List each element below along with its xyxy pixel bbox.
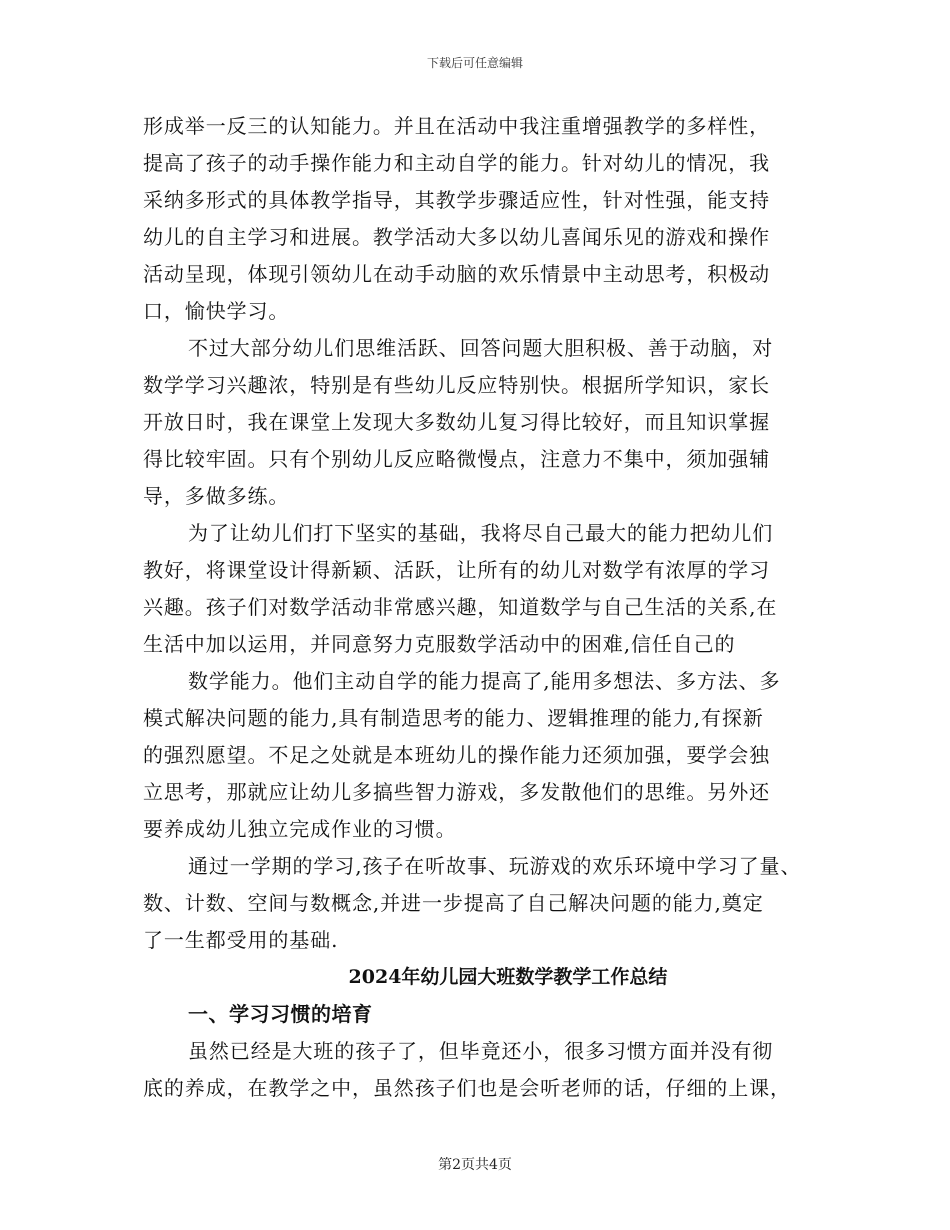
body-line: 教好，将课堂设计得新颖、活跃，让所有的幼儿对数学有浓厚的学习 bbox=[143, 558, 770, 582]
body-line: 立思考，那就应让幼儿多搞些智力游戏，多发散他们的思维。另外还 bbox=[143, 780, 770, 804]
body-line: 数、计数、空间与数概念,并进一步提高了自己解决问题的能力,奠定 bbox=[143, 891, 764, 915]
body-line: 活动呈现，体现引领幼儿在动手动脑的欢乐情景中主动思考，积极动 bbox=[143, 262, 770, 286]
body-line: 数学学习兴趣浓，特别是有些幼儿反应特别快。根据所学知识，家长 bbox=[143, 373, 770, 397]
body-line: 口，愉快学习。 bbox=[143, 299, 290, 323]
section-title: 2024年幼儿园大班数学教学工作总结 bbox=[348, 966, 668, 988]
body-line: 开放日时，我在课堂上发现大多数幼儿复习得比较好，而且知识掌握 bbox=[143, 410, 770, 434]
body-line: 模式解决问题的能力,具有制造思考的能力、逻辑推理的能力,有探新 bbox=[143, 706, 764, 730]
body-line: 不过大部分幼儿们思维活跃、回答问题大胆积极、善于动脑，对 bbox=[188, 336, 774, 360]
body-line: 提高了孩子的动手操作能力和主动自学的能力。针对幼儿的情况，我 bbox=[143, 151, 770, 175]
body-line: 采纳多形式的具体教学指导，其教学步骤适应性，针对性强，能支持 bbox=[143, 188, 770, 212]
document-body bbox=[143, 108, 833, 1107]
page-header-note: 下载后可任意编辑 bbox=[426, 56, 523, 70]
section-body-line: 虽然已经是大班的孩子了，但毕竟还小，很多习惯方面并没有彻 bbox=[188, 1039, 774, 1063]
body-line: 数学能力。他们主动自学的能力提高了,能用多想法、多方法、多 bbox=[188, 669, 781, 693]
body-line: 了一生都受用的基础. bbox=[143, 928, 339, 952]
body-line: 要养成幼儿独立完成作业的习惯。 bbox=[143, 817, 457, 841]
body-line: 导，多做多练。 bbox=[143, 484, 290, 508]
body-line: 生活中加以运用，并同意努力克服数学活动中的困难,信任自己的 bbox=[143, 632, 736, 656]
page-number-footer: 第2页共4页 bbox=[438, 1157, 512, 1173]
body-line: 兴趣。孩子们对数学活动非常感兴趣，知道数学与自己生活的关系,在 bbox=[143, 595, 778, 619]
body-line: 的强烈愿望。不足之处就是本班幼儿的操作能力还须加强，要学会独 bbox=[143, 743, 770, 767]
body-line: 形成举一反三的认知能力。并且在活动中我注重增强教学的多样性， bbox=[143, 114, 770, 138]
body-line: 通过一学期的学习,孩子在听故事、玩游戏的欢乐环境中学习了量、 bbox=[188, 854, 802, 878]
body-line: 幼儿的自主学习和进展。教学活动大多以幼儿喜闻乐见的游戏和操作 bbox=[143, 225, 770, 249]
body-line: 为了让幼儿们打下坚实的基础，我将尽自己最大的能力把幼儿们 bbox=[188, 521, 774, 545]
section-heading: 一、学习习惯的培育 bbox=[188, 1002, 373, 1026]
body-line: 得比较牢固。只有个别幼儿反应略微慢点，注意力不集中，须加强辅 bbox=[143, 447, 770, 471]
section-body-line: 底的养成，在教学之中，虽然孩子们也是会听老师的话，仔细的上课， bbox=[143, 1076, 791, 1100]
